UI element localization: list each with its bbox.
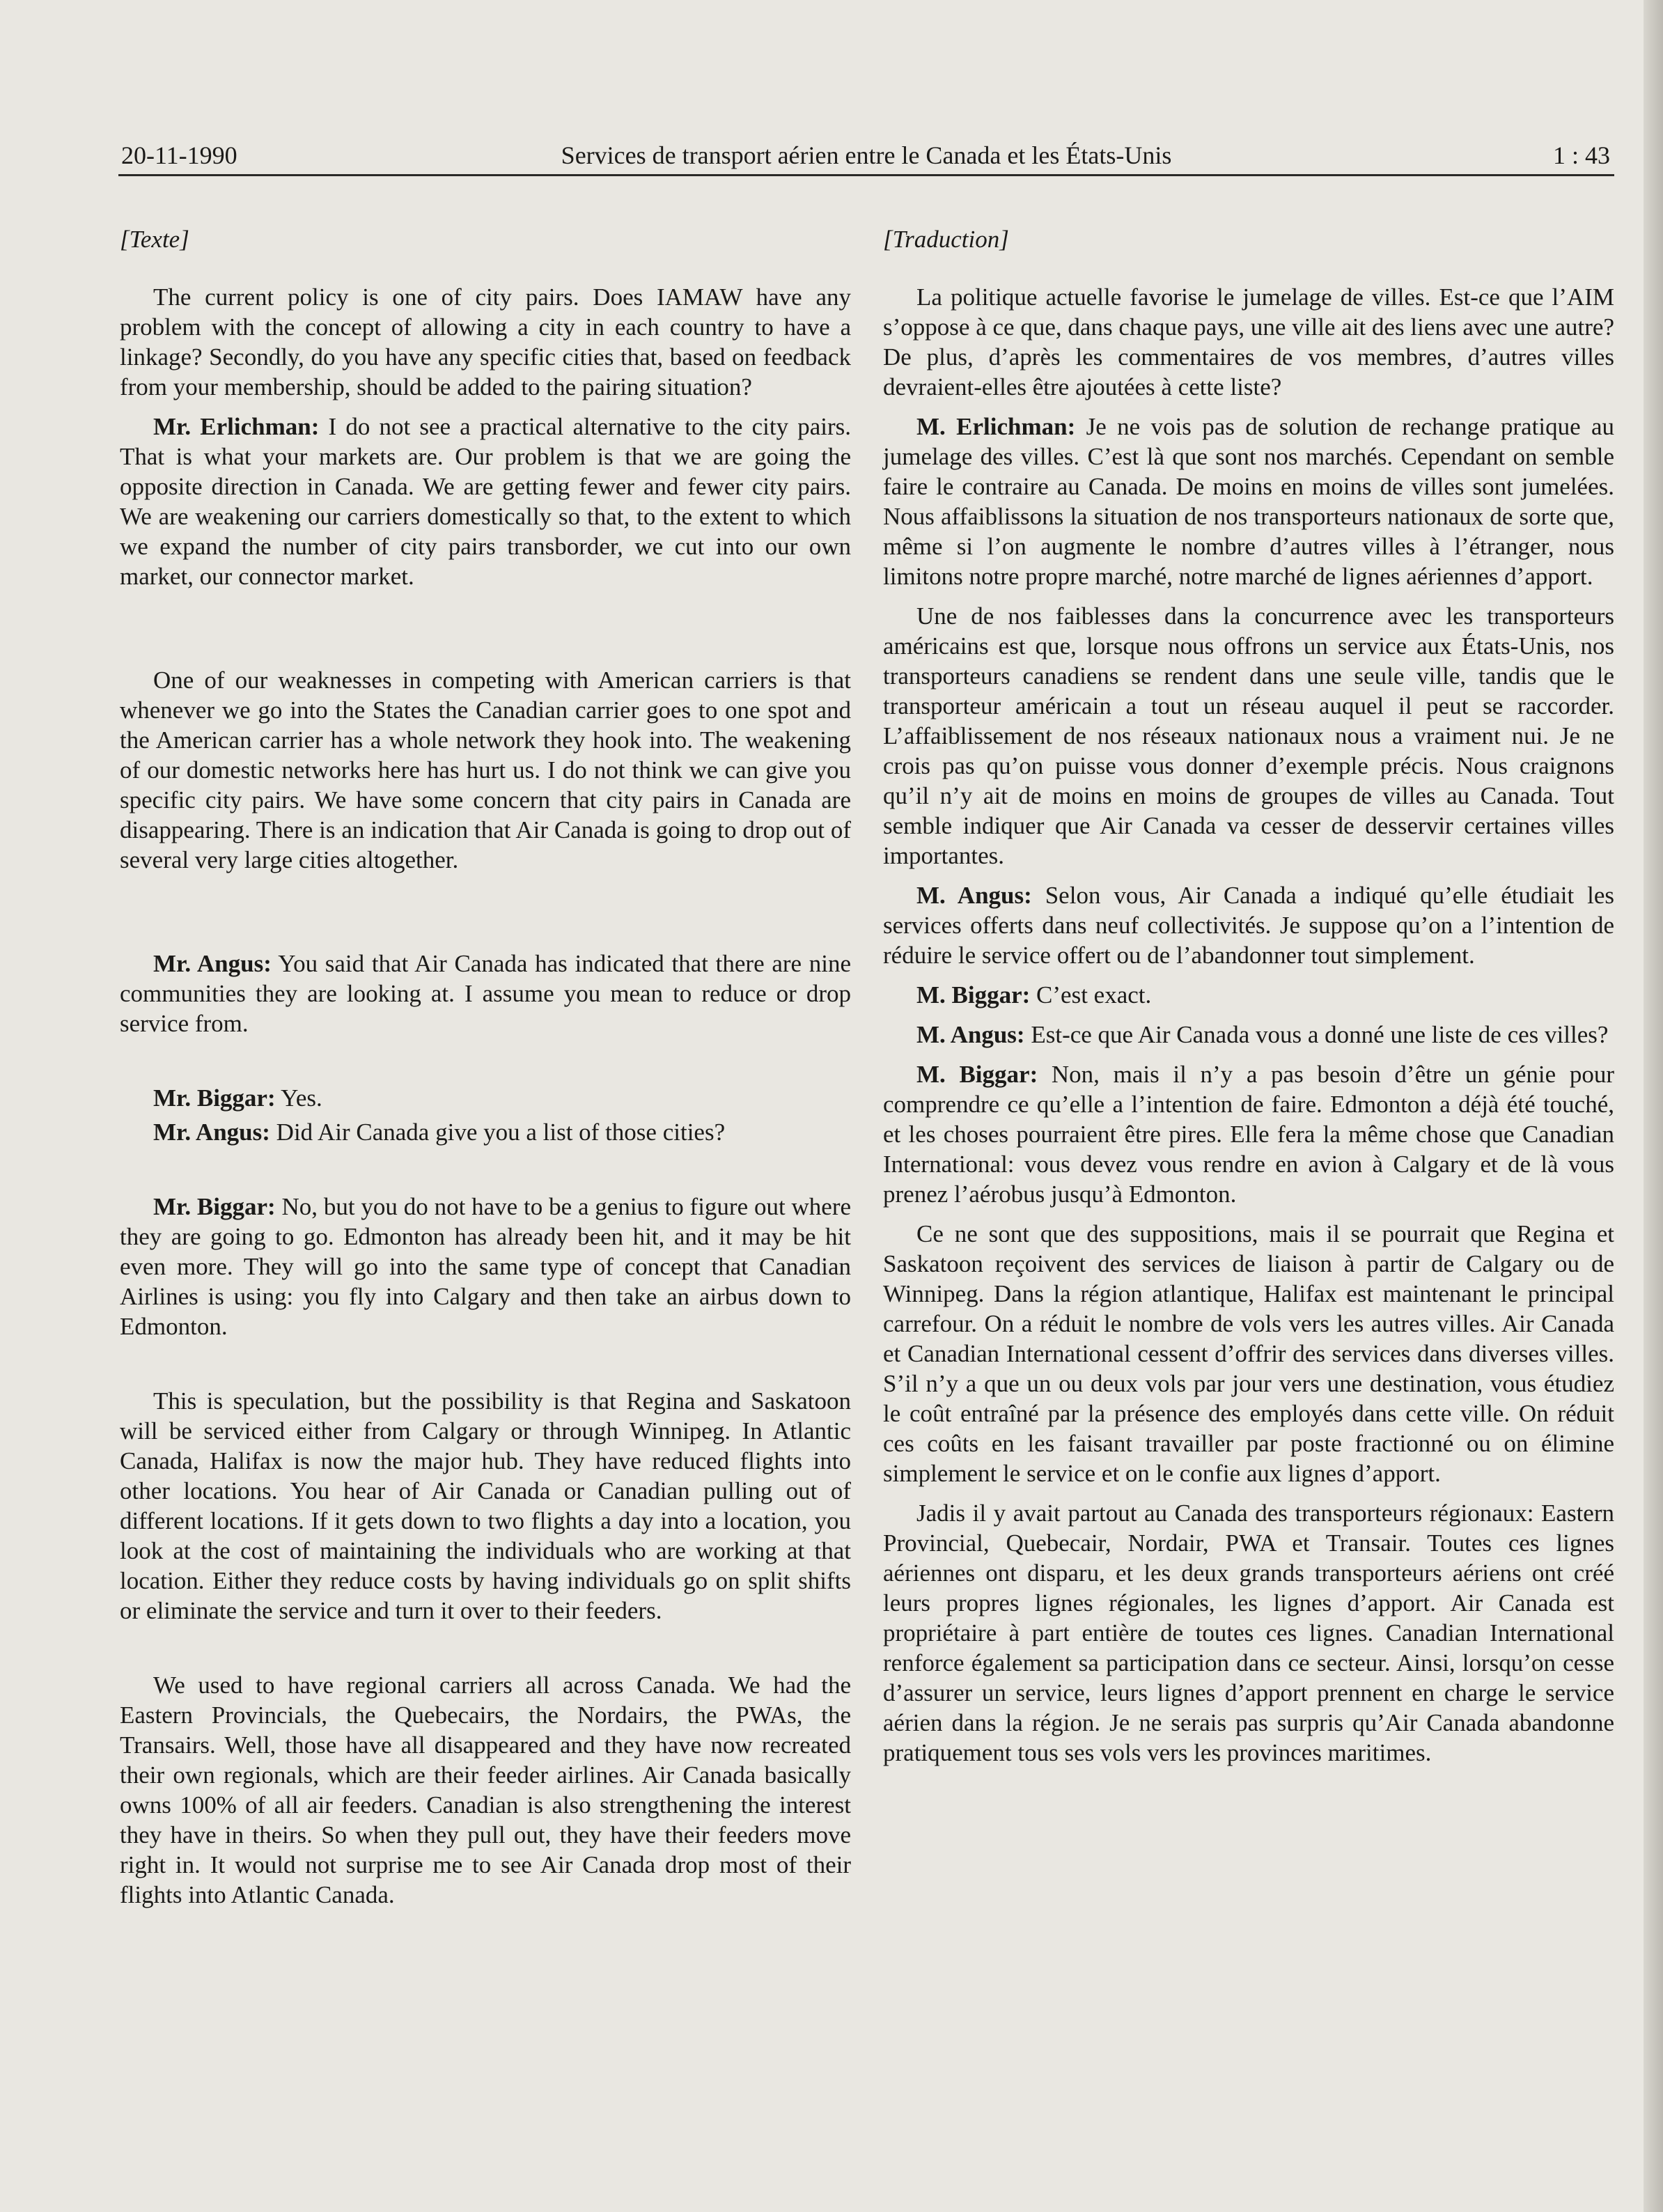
paragraph — [120, 1670, 851, 1910]
paragraph-text: Ce ne sont que des suppositions, mais il se pourrait que Regina et Saskatoon reçoivent des services de liaison à partir de Calgary ou de Winnipeg. Dans la région atlantique, Halifax est maintenant le principal carrefour. On a réduit le nombre de vols vers les autres villes. Air Canada et Canadian International cessent d’offrir des services dans diverses villes. S’il n’y a que un ou deux vols par jour vers une destination, vous étudiez le coût entraîné par la présence des employés dans cette ville. On réduit ces coûts en les faisant travailler par poste fractionné ou on élimine simplement le service et on le confie aux lignes d’apport. — [883, 1220, 1614, 1487]
speaker: Mr. Erlichman: — [153, 413, 320, 440]
page-edge — [1644, 0, 1663, 2212]
speaker: Mr. Angus: — [153, 1119, 270, 1146]
paragraph — [883, 1020, 1614, 1050]
header-date: 20-11-1990 — [121, 141, 237, 169]
speaker: M. Biggar: — [916, 1061, 1038, 1088]
paragraph-text: No, but you do not have to be a genius to figure out where they are going to go. Edmonton has already been hit, and it may be hit even more. They will go into the same type of concept that Canadian Airlines is using: you fly into Calgary and then take an airbus down to Edmonton. — [120, 1193, 852, 1340]
paragraph — [883, 1498, 1614, 1768]
paragraph-text: Non, mais il n’y a pas besoin d’être un génie pour comprendre ce qu’elle a l’intention de faire. Edmonton a déjà été touché, et les choses pourraient être pires. Elle fera la même chose que Canadian International: vous devez vous rendre en avion à Calgary et de là vous prenez l’aérobus jusqu’à Edmonton. — [883, 1061, 1615, 1208]
speaker: Mr. Biggar: — [153, 1193, 276, 1220]
speaker: Mr. Biggar: — [153, 1084, 276, 1112]
speaker: M. Biggar: — [916, 981, 1031, 1008]
paragraph-text: Une de nos faiblesses dans la concurrence avec les transporteurs américains est que, lorsque nous offrons un service aux États-Unis, nos transporteurs canadiens se rendent dans une seule ville, tandis que le transporteur américain a tout un réseau auquel il peut se raccorder. L’affaiblissement de nos réseaux nationaux nous a vraiment nui. Je ne crois pas qu’on puisse vous donner d’exemple précis. Nous craignons qu’il n’y ait de moins en moins de groupes de villes au Canada. Tout semble indiquer que Air Canada va cesser de desservir certaines villes importantes. — [883, 602, 1614, 869]
paragraph — [883, 980, 1614, 1010]
speaker: M. Erlichman: — [916, 413, 1076, 440]
english-column — [120, 224, 851, 1910]
paragraph-text: Selon vous, Air Canada a indiqué qu’elle étudiait les services offerts dans neuf collectivités. Je suppose qu’on a l’intention de réduire le service offert ou de l’abandonner tout simplement. — [883, 882, 1614, 969]
paragraph — [883, 412, 1614, 591]
speaker: M. Angus: — [916, 882, 1032, 909]
paragraph-text: Est-ce que Air Canada vous a donné une liste de ces villes? — [1031, 1021, 1609, 1048]
paragraph-text: One of our weaknesses in competing with American carriers is that whenever we go into the States the Canadian carrier goes to one spot and the American carrier has a whole network they hook into. The weakening of our domestic networks here has hurt us. I do not think we can give you specific city pairs. We have some concern that city pairs in Canada are disappearing. There is an indication that Air Canada is going to drop out of several very large cities altogether. — [120, 667, 851, 873]
header-title: Services de transport aérien entre le Canada et les États-Unis — [561, 141, 1172, 169]
speaker: M. Angus: — [916, 1021, 1025, 1048]
paragraph — [883, 601, 1614, 871]
paragraph-text: The current policy is one of city pairs. Does IAMAW have any problem with the concept of allowing a city in each country to have a linkage? Secondly, do you have any specific cities that, based on feedback from your membership, should be added to the pairing situation? — [120, 283, 851, 400]
column-label: [Traduction] — [883, 226, 1009, 253]
paragraph — [883, 1219, 1614, 1488]
page-header — [118, 138, 1614, 176]
header-page-number: 1 : 43 — [1552, 141, 1610, 169]
speaker: Mr. Angus: — [153, 950, 272, 977]
paragraph-text: C’est exact. — [1036, 981, 1152, 1008]
paragraph-text: You said that Air Canada has indicated that there are nine communities they are looking at. I assume you mean to reduce or drop service from. — [120, 950, 852, 1037]
paragraph — [120, 282, 851, 402]
paragraph-text: Jadis il y avait partout au Canada des transporteurs régionaux: Eastern Provincial, Quebecair, Nordair, PWA et Transair. Toutes ces lignes aériennes ont disparu, et les deux grands transporteurs aériens ont créé leurs propres lignes régionales, les lignes d’apport. Air Canada est propriétaire à part entière de toutes ces lignes. Canadian International renforce également sa participation dans ce secteur. Ainsi, lorsqu’on cesse d’assurer un service, leurs lignes d’apport prennent en charge le service aérien dans la région. Je ne serais pas surpris qu’Air Canada abandonne pratiquement tous ses vols vers les provinces maritimes. — [883, 1500, 1614, 1766]
paragraph — [120, 1386, 851, 1626]
paragraph-text: Je ne vois pas de solution de rechange pratique au jumelage des villes. C’est là que sont nos marchés. Cependant on semble faire le contraire au Canada. De moins en moins de villes sont jumelées. Nous affaiblissons la situation de nos transporteurs nationaux de sorte que, même si l’on augmente le nombre d’autres villes à l’étranger, nous limitons notre propre marché, notre marché de lignes aériennes d’apport. — [883, 413, 1615, 590]
column-label: [Texte] — [120, 226, 189, 253]
french-column — [883, 224, 1614, 1768]
paragraph-text: Did Air Canada give you a list of those cities? — [276, 1119, 726, 1146]
paragraph — [883, 880, 1614, 970]
paragraph — [883, 282, 1614, 402]
paragraph-text: La politique actuelle favorise le jumelage de villes. Est-ce que l’AIM s’oppose à ce que, dans chaque pays, une ville ait des liens avec une autre? De plus, d’après les commentaires de vos membres, d’autres villes devraient-elles être ajoutées à cette liste? — [883, 283, 1614, 400]
paragraph-text: Yes. — [281, 1084, 322, 1112]
paragraph — [120, 949, 851, 1038]
paragraph — [120, 412, 851, 591]
paragraph-text: I do not see a practical alternative to the city pairs. That is what your markets are. Our problem is that we are going the opposite direction in Canada. We are getting fewer and fewer city pairs. We are weakening our carriers domestically so that, to the extent to which we expand the number of city pairs transborder, we cut into our own market, our connector market. — [120, 413, 851, 590]
paragraph-text: We used to have regional carriers all across Canada. We had the Eastern Provincials, the Quebecairs, the Nordairs, the PWAs, the Transairs. Well, those have all disappeared and they have now recreated their own regionals, which are their feeder airlines. Air Canada basically owns 100% of all air feeders. Canadian is also strengthening the interest they have in theirs. So when they pull out, they have their feeders move right in. It would not surprise me to see Air Canada drop most of their flights into Atlantic Canada. — [120, 1672, 851, 1908]
paragraph — [120, 1117, 851, 1147]
paragraph — [883, 1059, 1614, 1209]
paragraph-text: This is speculation, but the possibility is that Regina and Saskatoon will be serviced either from Calgary or through Winnipeg. In Atlantic Canada, Halifax is now the major hub. They have reduced flights into other locations. You hear of Air Canada or Canadian pulling out of different locations. If it gets down to two flights a day into a location, you look at the cost of maintaining the individuals who are working at that location. Either they reduce costs by having individuals go on split shifts or eliminate the service and turn it over to their feeders. — [120, 1387, 851, 1624]
paragraph — [120, 665, 851, 875]
paragraph — [120, 1192, 851, 1341]
paragraph — [120, 1083, 851, 1113]
